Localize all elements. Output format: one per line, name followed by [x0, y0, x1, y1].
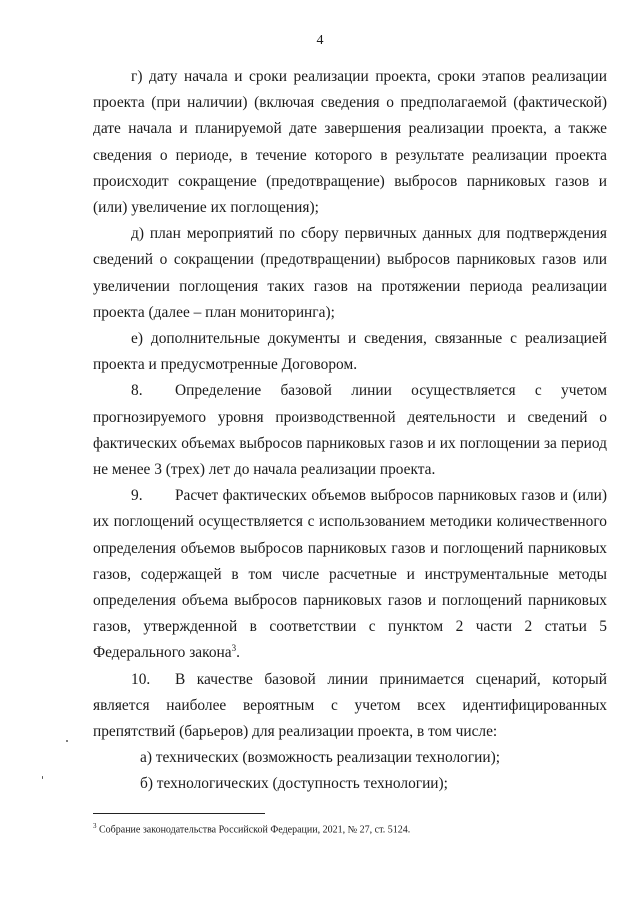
list-item-a: а) технических (возможность реализации технологии); — [140, 749, 501, 767]
scan-speck — [66, 740, 68, 742]
list-item-b: б) технологических (доступность технологии); — [140, 775, 448, 793]
paragraph-8 — [93, 378, 607, 483]
paragraph-9-end: . — [236, 644, 240, 662]
scan-speck — [42, 776, 43, 779]
document-body — [93, 64, 607, 798]
paragraph-9-number: 9. — [131, 487, 143, 505]
page-number: 4 — [316, 33, 324, 48]
paragraph-g: г) дату начала и сроки реализации проекта, сроки этапов реализации проекта (при наличии) (включая сведения о предполагаемой (фактической) дате начала и планируемой дате завершения реализации проекта, а также сведения о периоде, в течение которого в результате реализации проекта происходит сокращение (предотвращение) выбросов парниковых газов и (или) увеличение их поглощения); — [93, 68, 607, 217]
paragraph-8-text: Определение базовой линии осуществляется с учетом прогнозируемого уровня производственной деятельности и сведений о фактических объемах выбросов парниковых газов и их поглощении за период не менее 3 (трех) лет до начала реализации проекта. — [93, 382, 607, 479]
footnote-text: Собрание законодательства Российской Федерации, 2021, № 27, ст. 5124. — [96, 824, 411, 836]
footnote-mark: 3 — [93, 822, 97, 830]
footnote-reference: 3 — [231, 643, 237, 654]
paragraph-10-text: В качестве базовой линии принимается сценарий, который является наиболее вероятным с учетом всех идентифицированных препятствий (барьеров) для реализации проекта, в том числе: — [93, 670, 607, 741]
paragraph-9-text: Расчет фактических объемов выбросов парниковых газов и (или) их поглощений осуществляется с использованием методики количественного определения объемов выбросов парниковых газов и поглощений парниковых газов, содержащей в том числе расчетные и инструментальные методы определения объема выбросов парниковых газов и поглощений парниковых газов, утвержденной в соответствии с пунктом 2 части 2 статьи 5 Федерального закона — [93, 487, 607, 662]
paragraph-d: д) план мероприятий по сбору первичных данных для подтверждения сведений о сокращении (предотвращении) выбросов парниковых газов или увеличении поглощения таких газов на протяжении периода реализации проекта (далее – план мониторинга); — [93, 225, 607, 321]
footnote-divider — [93, 813, 265, 814]
paragraph-10-number: 10. — [131, 670, 151, 688]
paragraph-10 — [93, 667, 607, 746]
paragraph-8-number: 8. — [131, 382, 143, 400]
footnote — [93, 820, 607, 836]
paragraph-e: е) дополнительные документы и сведения, связанные с реализацией проекта и предусмотренные Договором. — [93, 330, 607, 374]
paragraph-9 — [93, 483, 607, 666]
